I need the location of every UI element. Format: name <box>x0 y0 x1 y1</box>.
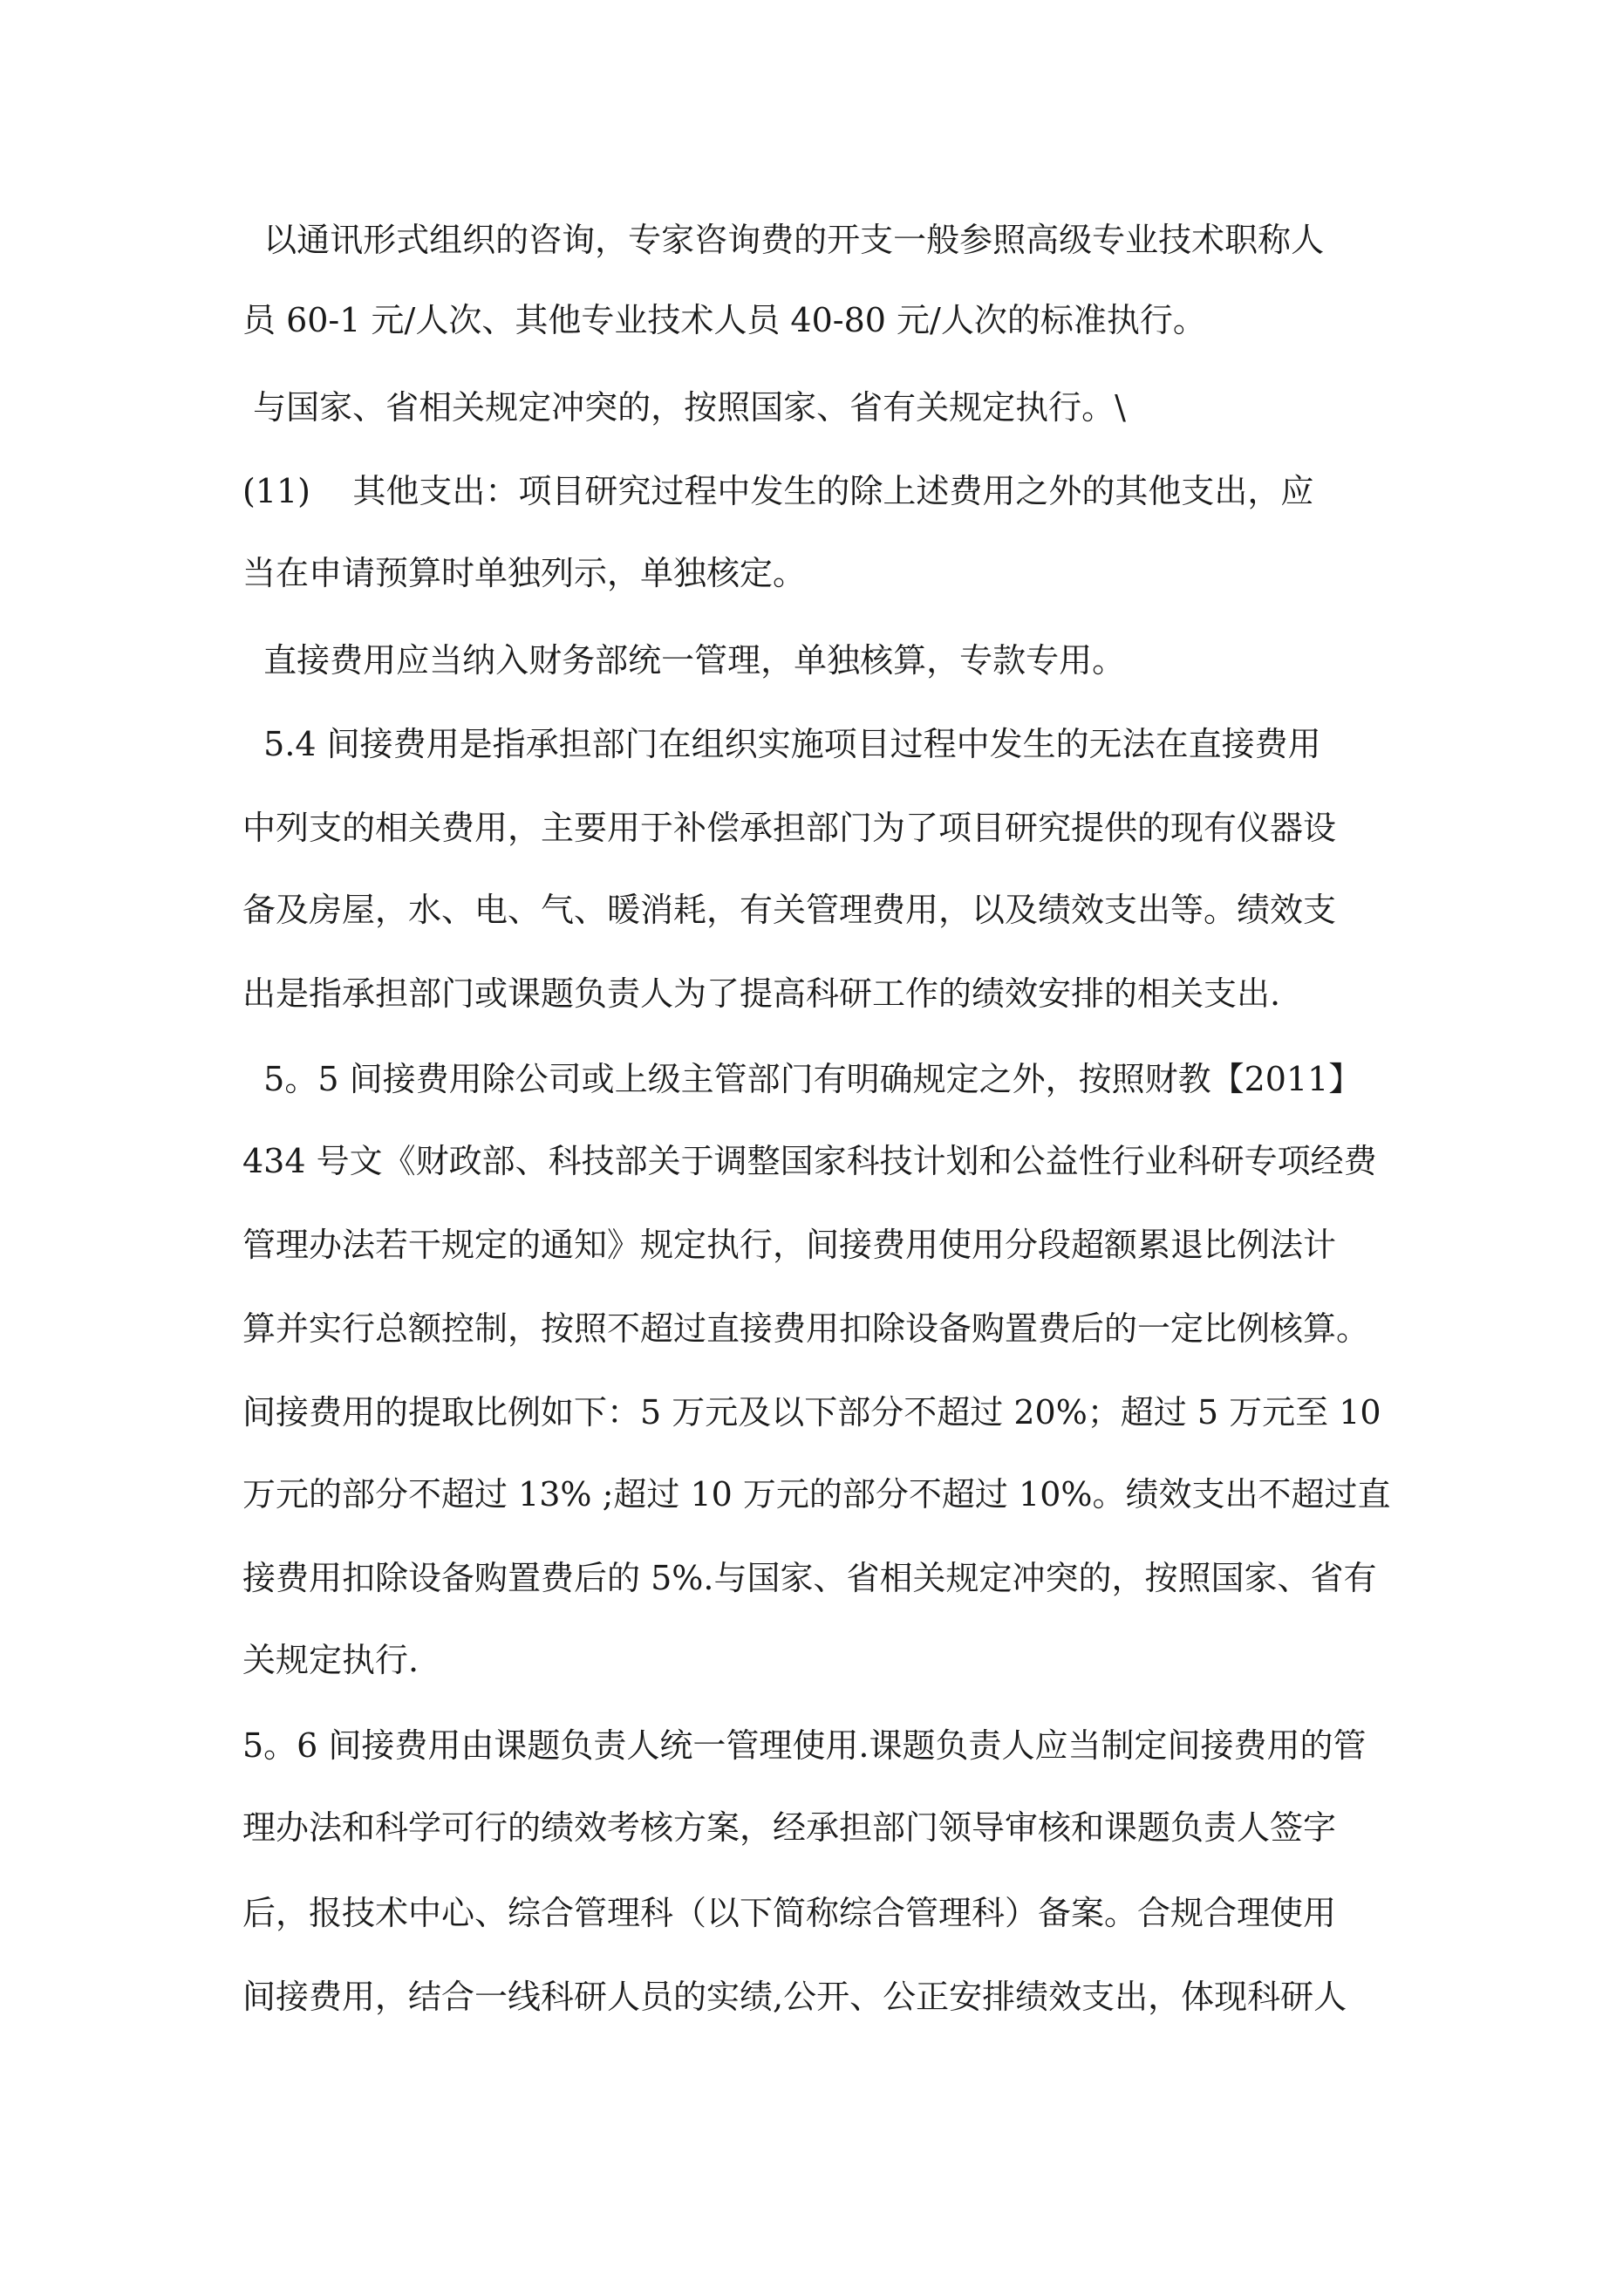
text-line: 算并实行总额控制，按照不超过直接费用扣除设备购置费后的一定比例核算。 <box>242 1309 1370 1348</box>
text-line: 5。6 间接费用由课题负责人统一管理使用.课题负责人应当制定间接费用的管 <box>242 1726 1367 1765</box>
text-line: 关规定执行. <box>242 1641 419 1679</box>
text-line: 万元的部分不超过 13% ;超过 10 万元的部分不超过 10%。绩效支出不超过直 <box>242 1475 1391 1514</box>
text-line: 理办法和科学可行的绩效考核方案，经承担部门领导审核和课题负责人签字 <box>242 1808 1337 1847</box>
text-line: 中列支的相关费用，主要用于补偿承担部门为了项目研究提供的现有仪器设 <box>242 809 1337 847</box>
text-line: (11) 其他支出：项目研究过程中发生的除上述费用之外的其他支出，应 <box>242 472 1314 510</box>
text-line: 直接费用应当纳入财务部统一管理，单独核算，专款专用。 <box>242 641 1126 680</box>
text-line: 出是指承担部门或课题负责人为了提高科研工作的绩效安排的相关支出. <box>242 974 1281 1013</box>
text-line: 间接费用的提取比例如下：5 万元及以下部分不超过 20%；超过 5 万元至 10 <box>242 1393 1381 1432</box>
text-line: 以通讯形式组织的咨询，专家咨询费的开支一般参照高级专业技术职称人 <box>242 221 1325 259</box>
text-line: 备及房屋，水、电、气、暖消耗，有关管理费用，以及绩效支出等。绩效支 <box>242 891 1337 929</box>
text-line: 434 号文《财政部、科技部关于调整国家科技计划和公益性行业科研专项经费 <box>242 1142 1377 1180</box>
text-line: 接费用扣除设备购置费后的 5%.与国家、省相关规定冲突的，按照国家、省有 <box>242 1559 1377 1597</box>
text-line: 间接费用，结合一线科研人员的实绩,公开、公正安排绩效支出，体现科研人 <box>242 1978 1347 2016</box>
text-line: 管理办法若干规定的通知》规定执行，间接费用使用分段超额累退比例法计 <box>242 1226 1337 1264</box>
text-line: 后，报技术中心、综合管理科（以下简称综合管理科）备案。合规合理使用 <box>242 1894 1337 1932</box>
text-line: 5.4 间接费用是指承担部门在组织实施项目过程中发生的无法在直接费用 <box>242 725 1321 763</box>
text-line: 当在申请预算时单独列示，单独核定。 <box>242 554 807 592</box>
text-line: 5。5 间接费用除公司或上级主管部门有明确规定之外，按照财教【2011】 <box>242 1060 1362 1098</box>
text-line: 与国家、省相关规定冲突的，按照国家、省有关规定执行。\ <box>242 388 1126 427</box>
text-line: 员 60-1 元/人次、其他专业技术人员 40-80 元/人次的标准执行。 <box>242 301 1206 339</box>
